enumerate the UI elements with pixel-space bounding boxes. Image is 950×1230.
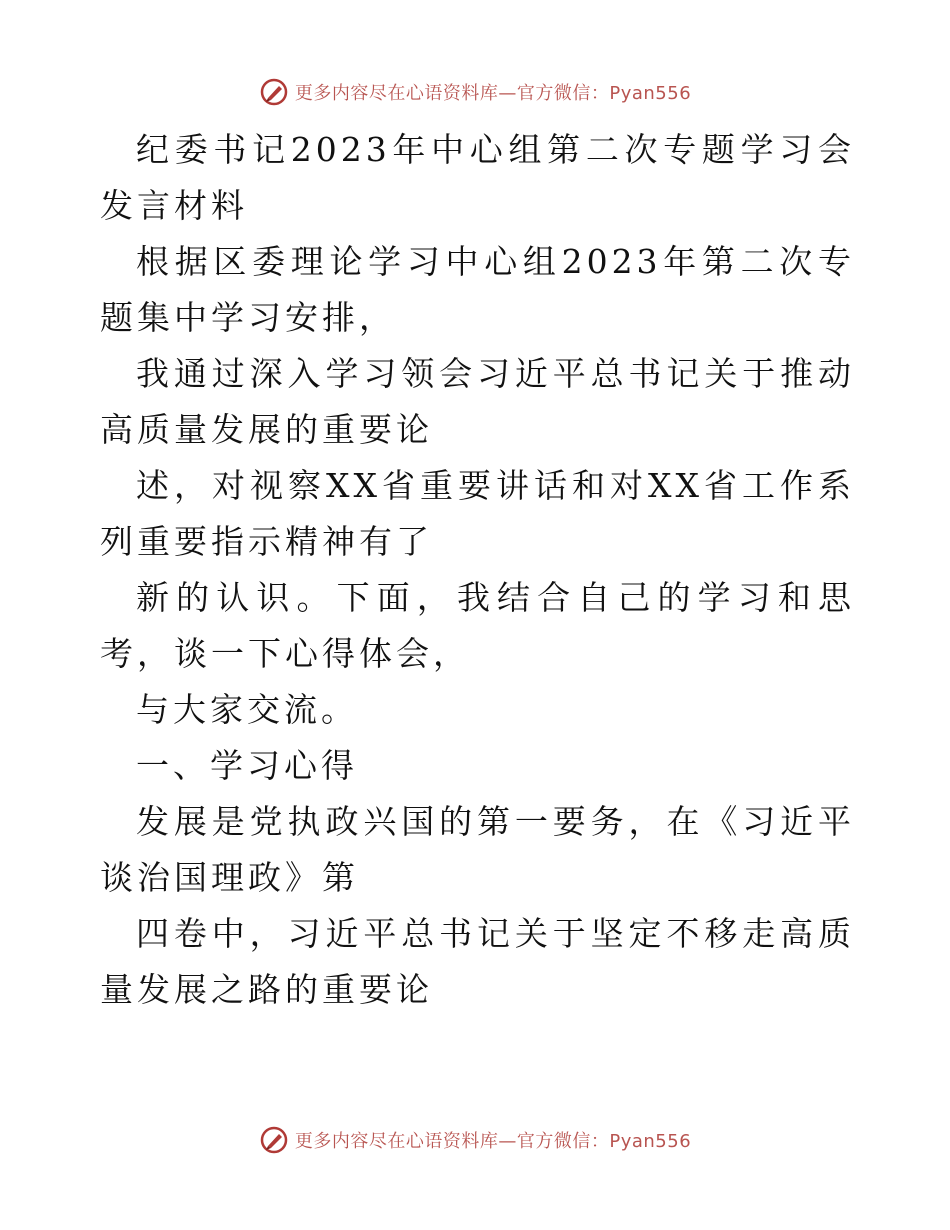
footer-banner-text: 更多内容尽在心语资料库—官方微信：Pyan556 xyxy=(294,1131,692,1152)
pen-logo-icon xyxy=(259,77,289,107)
doc-title: 纪委书记2023年中心组第二次专题学习会发言材料 xyxy=(100,130,855,225)
section-heading: 一、学习心得 xyxy=(136,746,358,785)
paragraph: 新的认识。下面，我结合自己的学习和思考，谈一下心得体会， xyxy=(100,578,855,673)
paragraph: 发展是党执政兴国的第一要务，在《习近平谈治国理政》第 xyxy=(100,802,855,897)
paragraph: 四卷中，习近平总书记关于坚定不移走高质量发展之路的重要论 xyxy=(100,914,855,1009)
footer-banner xyxy=(0,1120,950,1160)
header-banner-text: 更多内容尽在心语资料库—官方微信：Pyan556 xyxy=(294,83,692,104)
paragraph: 述，对视察XX省重要讲话和对XX省工作系列重要指示精神有了 xyxy=(100,466,855,561)
header-banner xyxy=(0,72,950,112)
paragraph: 我通过深入学习领会习近平总书记关于推动高质量发展的重要论 xyxy=(100,354,855,449)
paragraph: 根据区委理论学习中心组2023年第二次专题集中学习安排， xyxy=(100,242,855,337)
pen-logo-icon xyxy=(259,1125,289,1155)
document-body xyxy=(100,122,855,1018)
paragraph: 与大家交流。 xyxy=(136,690,358,729)
